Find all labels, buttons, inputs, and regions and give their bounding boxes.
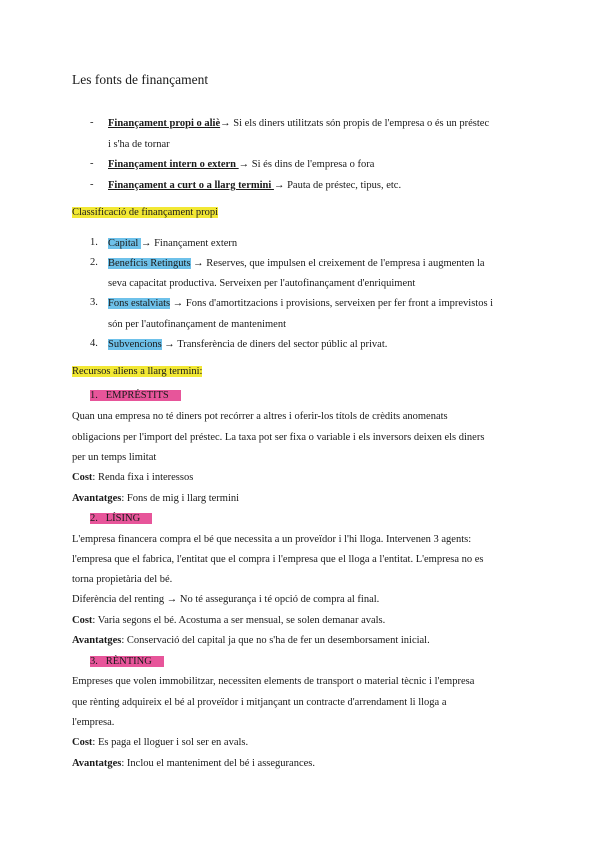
list-number: 2.: [90, 257, 98, 268]
bullet-term: Finançament intern o extern: [108, 159, 239, 170]
cost-label: Cost: [72, 472, 93, 483]
bullet-item: [108, 117, 489, 131]
section-heading-text: Recursos aliens a llarg termini:: [72, 366, 203, 377]
arrow-icon: →: [170, 298, 184, 309]
list-number: 3.: [90, 297, 98, 308]
subheading-number: 3.: [90, 656, 98, 667]
paragraph-line: l'empresa.: [72, 717, 115, 728]
cost-line: [72, 471, 193, 485]
advantages-label: Avantatges: [72, 758, 122, 769]
subheading-emprestits: [90, 389, 181, 403]
list-text: Fons d'amortitzacions i provisions, serveixen per fer front a imprevistos i: [183, 298, 494, 309]
subheading-label: LÍSING: [105, 513, 141, 524]
list-term: Subvencions: [108, 339, 162, 350]
list-item: [108, 237, 237, 251]
subheading-text: [90, 656, 164, 667]
arrow-icon: →: [238, 159, 250, 170]
paragraph-line: torna propietària del bé.: [72, 574, 173, 585]
bullet-dash: -: [90, 158, 94, 169]
bullet-dash: -: [90, 179, 94, 190]
paragraph-line: L'empresa financera compra el bé que necessita a un proveïdor i l'hi lloga. Intervenen 3 agents:: [72, 534, 472, 545]
cost-text: : Renda fixa i interessos: [92, 472, 194, 483]
advantages-text: : Conservació del capital ja que no s'ha de fer un desemborsament inicial.: [121, 635, 430, 646]
list-item: [108, 338, 387, 352]
difference-rest: No té assegurança i té opció de compra al final.: [177, 594, 380, 605]
page-title: Les fonts de finançament: [72, 72, 209, 87]
cost-text: : Varia segons el bé. Acostuma a ser mensual, se solen demanar avals.: [92, 615, 386, 626]
subheading-label: RÈNTING: [105, 656, 152, 667]
subheading-text: [90, 390, 181, 401]
arrow-icon: →: [220, 118, 231, 129]
bullet-item: [108, 158, 374, 172]
bullet-term: Finançament propi o aliè: [108, 118, 221, 129]
paragraph-line: Quan una empresa no té diners pot recórrer a altres i oferir-los títols de crèdits anomenats: [72, 411, 448, 422]
paragraph-line: Empreses que volen immobilitzar, necessiten elements de transport o material tècnic i l'empresa: [72, 676, 475, 687]
advantages-text: : Inclou el manteniment del bé i assegurances.: [121, 758, 315, 769]
list-term: Fons estalviats: [108, 298, 171, 309]
paragraph-line: per un temps limitat: [72, 452, 157, 463]
arrow-icon: →: [273, 180, 285, 191]
cost-line: [72, 614, 385, 628]
list-continuation: són per l'autofinançament de manteniment: [108, 319, 286, 330]
cost-label: Cost: [72, 615, 93, 626]
bullet-item: [108, 179, 401, 193]
list-number: 4.: [90, 338, 98, 349]
section-heading: [72, 206, 218, 220]
list-term: Capital: [108, 238, 141, 249]
subheading-number: 2.: [90, 513, 98, 524]
subheading-text: [90, 513, 152, 524]
list-item: [108, 297, 493, 311]
list-text: Finançament extern: [151, 238, 238, 249]
advantages-line: [72, 634, 430, 648]
advantages-line: [72, 757, 315, 771]
section-heading: [72, 365, 202, 379]
bullet-text: Si els diners utilitzats són propis de l'empresa o és un préstec: [230, 118, 490, 129]
advantages-label: Avantatges: [72, 493, 122, 504]
subheading-lising: [90, 512, 152, 526]
bullet-dash: -: [90, 117, 94, 128]
section-heading-text: Classificació de finançament propi: [72, 207, 219, 218]
list-text: Transferència de diners del sector públic al privat.: [174, 339, 388, 350]
bullet-term: Finançament a curt o a llarg termini: [108, 180, 274, 191]
subheading-number: 1.: [90, 390, 98, 401]
advantages-label: Avantatges: [72, 635, 122, 646]
arrow-icon: →: [140, 238, 152, 249]
paragraph-line: que rènting adquireix el bé al proveïdor i mitjançant un contracte d'arrendament li lloga a: [72, 697, 447, 708]
bullet-continuation: i s'ha de tornar: [108, 139, 170, 150]
list-number: 1.: [90, 237, 98, 248]
arrow-icon: →: [161, 339, 175, 350]
list-text: Reserves, que impulsen el creixement de l'empresa i augmenten la: [203, 258, 485, 269]
cost-label: Cost: [72, 737, 93, 748]
cost-line: [72, 736, 248, 750]
paragraph-line: obligacions per l'import del préstec. La taxa pot ser fixa o variable i els inversors deixen els diners: [72, 432, 485, 443]
advantages-line: [72, 492, 239, 506]
arrow-icon: →: [166, 594, 178, 605]
difference-text: Diferència del renting: [72, 594, 167, 605]
list-item: [108, 257, 485, 271]
bullet-text: Si és dins de l'empresa o fora: [249, 159, 375, 170]
difference-line: [72, 593, 379, 607]
subheading-renting: [90, 655, 164, 669]
subheading-label: EMPRÉSTITS: [105, 390, 169, 401]
advantages-text: : Fons de mig i llarg termini: [121, 493, 240, 504]
paragraph-line: l'empresa que el fabrica, l'entitat que el compra i l'empresa que el lloga a l'entitat. L'empresa no es: [72, 554, 484, 565]
list-continuation: seva capacitat productiva. Serveixen per l'autofinançament d'enriquiment: [108, 278, 416, 289]
bullet-text: Pauta de préstec, tipus, etc.: [284, 180, 402, 191]
arrow-icon: →: [190, 258, 204, 269]
cost-text: : Es paga el lloguer i sol ser en avals.: [92, 737, 249, 748]
list-term: Beneficis Retinguts: [108, 258, 191, 269]
